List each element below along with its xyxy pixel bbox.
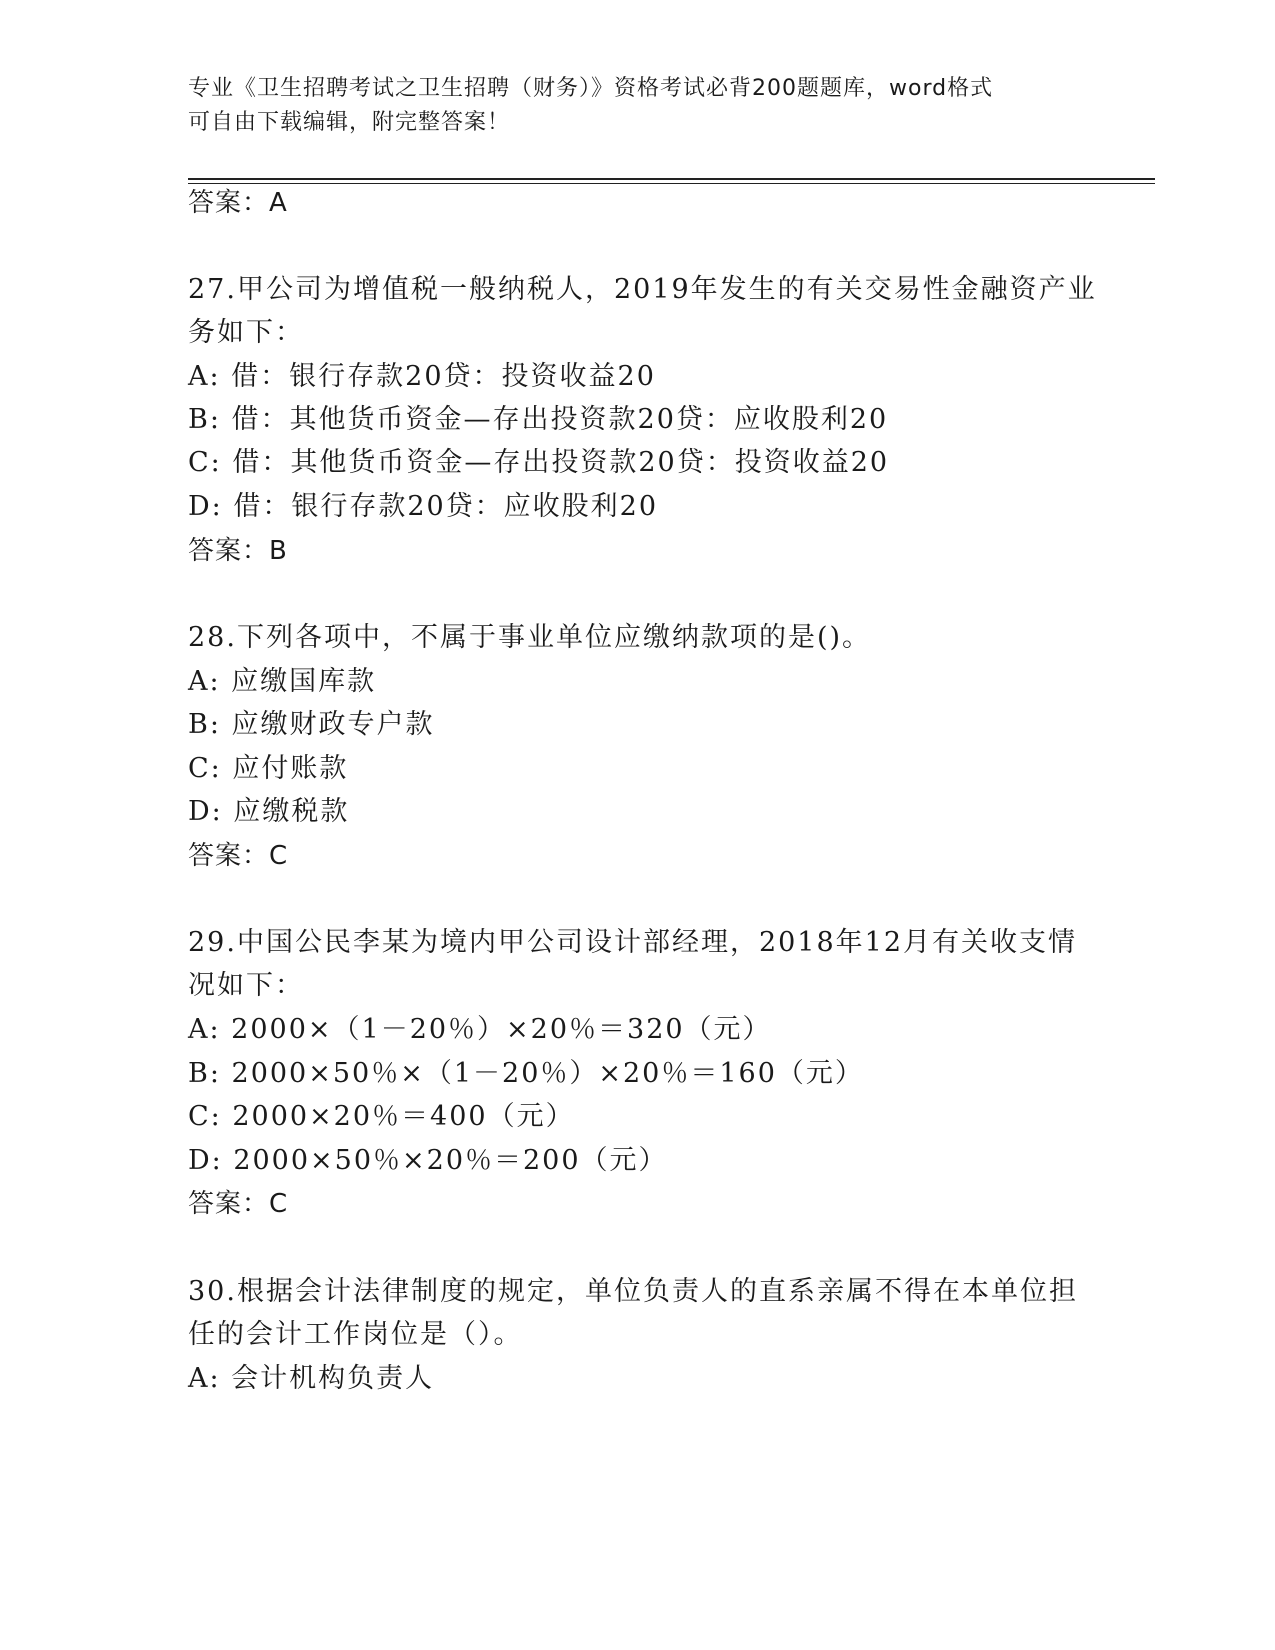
question-27-option-a: A: 借：银行存款20贷：投资收益20	[188, 361, 656, 392]
header-rule-thin	[188, 183, 1155, 184]
header-line-2: 可自由下载编辑，附完整答案！	[188, 110, 511, 135]
question-29-option-d: D: 2000×50％×20％＝200（元）	[188, 1145, 668, 1176]
question-29-option-c: C: 2000×20％＝400（元）	[188, 1101, 575, 1132]
question-27-stem-1: 27.甲公司为增值税一般纳税人，2019年发生的有关交易性金融资产业	[188, 274, 1097, 305]
question-27-option-b: B: 借：其他货币资金—存出投资款20贷：应收股利20	[188, 404, 889, 435]
question-28-option-a: A: 应缴国库款	[188, 666, 377, 697]
question-29-option-b: B: 2000×50％×（1－20％）×20％＝160（元）	[188, 1058, 864, 1089]
question-29-stem-2: 况如下：	[188, 970, 304, 1001]
question-29-answer: 答案：C	[188, 1189, 289, 1219]
question-30-stem-1: 30.根据会计法律制度的规定，单位负责人的直系亲属不得在本单位担	[188, 1276, 1078, 1307]
question-27-stem-2: 务如下：	[188, 317, 304, 348]
question-29-option-a: A: 2000×（1－20％）×20％＝320（元）	[188, 1014, 772, 1045]
question-28-stem-1: 28.下列各项中，不属于事业单位应缴纳款项的是()。	[188, 622, 872, 653]
question-28-option-c: C: 应付账款	[188, 753, 349, 784]
answer-line: 答案：A	[188, 188, 288, 218]
question-28-answer: 答案：C	[188, 841, 289, 871]
question-29-stem-1: 29.中国公民李某为境内甲公司设计部经理，2018年12月有关收支情	[188, 927, 1078, 958]
question-30-option-a: A: 会计机构负责人	[188, 1363, 435, 1394]
question-27-option-c: C: 借：其他货币资金—存出投资款20贷：投资收益20	[188, 447, 890, 478]
question-28-option-d: D: 应缴税款	[188, 796, 350, 827]
question-27-answer: 答案：B	[188, 536, 288, 566]
question-28-option-b: B: 应缴财政专户款	[188, 709, 435, 740]
question-30-stem-2: 任的会计工作岗位是（）。	[188, 1319, 523, 1350]
document-header	[188, 72, 1068, 140]
header-rule-thick	[188, 178, 1155, 180]
header-line-1: 专业《卫生招聘考试之卫生招聘（财务）》资格考试必背200题题库，word格式	[188, 76, 994, 101]
question-27-option-d: D: 借：银行存款20贷：应收股利20	[188, 491, 659, 522]
